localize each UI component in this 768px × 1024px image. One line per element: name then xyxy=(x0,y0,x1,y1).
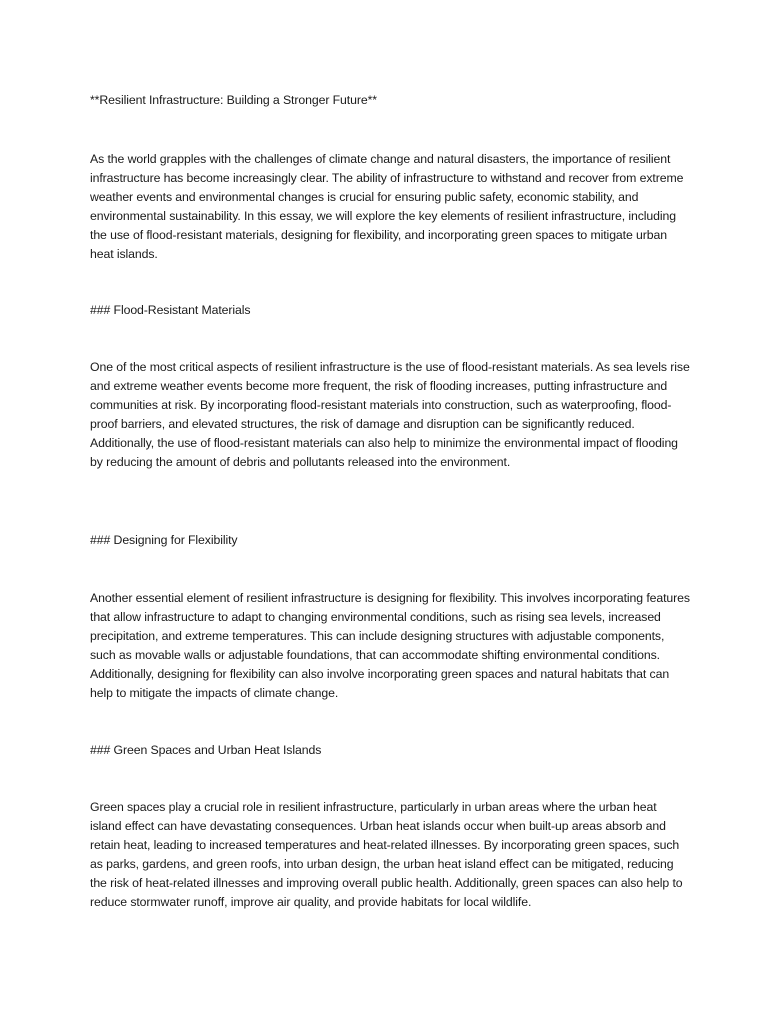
document-title: **Resilient Infrastructure: Building a Stronger Future** xyxy=(90,93,377,107)
section-body-designing-for-flexibility: Another essential element of resilient infrastructure is designing for flexibility. This involves incorporating features that allow infrastructure to adapt to changing environmental conditions, such as rising sea levels, increased precipitation, and extreme temperatures. This can include designing structures with adjustable components, such as movable walls or adjustable foundations, that can accommodate shifting environmental conditions. Additionally, designing for flexibility can also involve incorporating green spaces and natural habitats that can help to mitigate the impacts of climate change. xyxy=(90,591,690,700)
intro-paragraph: As the world grapples with the challenges of climate change and natural disasters, the importance of resilient infrastructure has become increasingly clear. The ability of infrastructure to withstand and recover from extreme weather events and environmental changes is crucial for ensuring public safety, economic stability, and environmental sustainability. In this essay, we will explore the key elements of resilient infrastructure, including the use of flood-resistant materials, designing for flexibility, and incorporating green spaces to mitigate urban heat islands. xyxy=(90,152,684,261)
section-heading-green-spaces: ### Green Spaces and Urban Heat Islands xyxy=(90,743,322,757)
section-body-green-spaces: Green spaces play a crucial role in resilient infrastructure, particularly in urban areas where the urban heat island effect can have devastating consequences. Urban heat islands occur when built-up areas absorb and retain heat, leading to increased temperatures and heat-related illnesses. By incorporating green spaces, such as parks, gardens, and green roofs, into urban design, the urban heat island effect can be mitigated, reducing the risk of heat-related illnesses and improving overall public health. Additionally, green spaces can also help to reduce stormwater runoff, improve air quality, and provide habitats for local wildlife. xyxy=(90,800,683,909)
section-heading-flood-resistant-materials: ### Flood-Resistant Materials xyxy=(90,303,251,317)
section-heading-designing-for-flexibility: ### Designing for Flexibility xyxy=(90,533,238,547)
section-body-flood-resistant-materials: One of the most critical aspects of resilient infrastructure is the use of flood-resistant materials. As sea levels rise and extreme weather events become more frequent, the risk of flooding increases, putting infrastructure and communities at risk. By incorporating flood-resistant materials into construction, such as waterproofing, flood-proof barriers, and elevated structures, the risk of damage and disruption can be significantly reduced. Additionally, the use of flood-resistant materials can also help to minimize the environmental impact of flooding by reducing the amount of debris and pollutants released into the environment. xyxy=(90,360,690,469)
